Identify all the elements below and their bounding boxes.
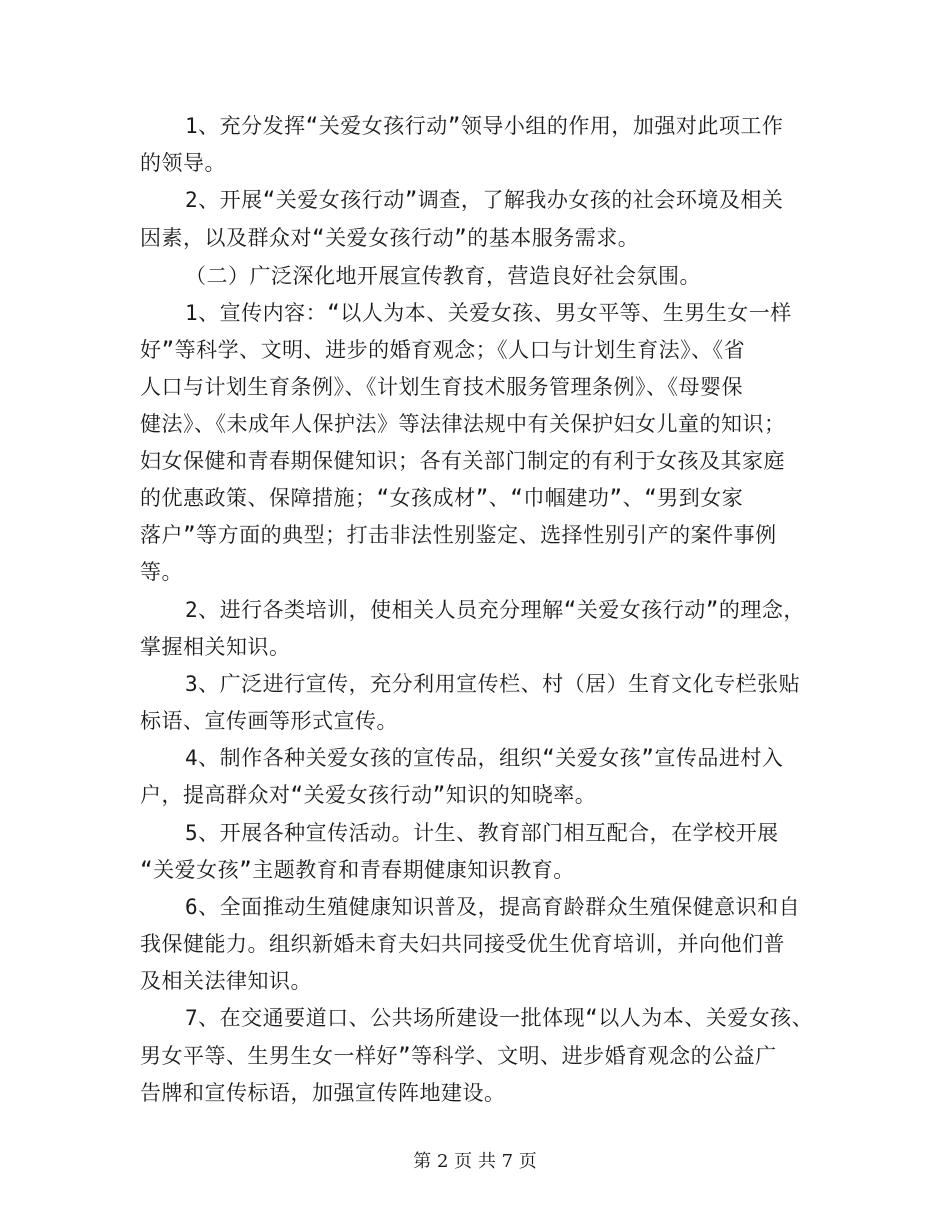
text-line: 人口与计划生育条例》、《计划生育技术服务管理条例》、《母婴保 — [140, 375, 743, 399]
text-line: 户，提高群众对“关爱女孩行动”知识的知晓率。 — [140, 783, 597, 807]
text-line: “关爱女孩”主题教育和青春期健康知识教育。 — [140, 858, 575, 882]
text-line: 2、进行各类培训，使相关人员充分理解“关爱女孩行动”的理念， — [185, 598, 805, 622]
text-line: 2、开展“关爱女孩行动”调查，了解我办女孩的社会环境及相关 — [185, 188, 784, 212]
text-line: 好”等科学、文明、进步的婚育观念；《人口与计划生育法》、《省 — [140, 338, 746, 362]
text-line: 掌握相关知识。 — [140, 635, 291, 659]
section-heading: （二）广泛深化地开展宣传教育，营造良好社会氛围。 — [185, 264, 701, 288]
text-line: 5、开展各种宣传活动。计生、教育部门相互配合，在学校开展 — [185, 821, 779, 845]
text-line: 等。 — [140, 560, 183, 584]
text-line: 4、制作各种关爱女孩的宣传品，组织“关爱女孩”宣传品进村入 — [185, 746, 784, 770]
text-line: 健法》、《未成年人保护法》等法律法规中有关保护妇女儿童的知识； — [140, 412, 786, 436]
page-number-footer: 第 2 页 共 7 页 — [413, 1151, 537, 1172]
text-line: 因素，以及群众对“关爱女孩行动”的基本服务需求。 — [140, 226, 640, 250]
text-line: 7、在交通要道口、公共场所建设一批体现“以人为本、关爱女孩、 — [185, 1006, 814, 1030]
text-line: 1、宣传内容：“以人为本、关爱女孩、男女平等、生男生女一样 — [185, 301, 792, 325]
text-line: 告牌和宣传标语，加强宣传阵地建设。 — [140, 1081, 506, 1105]
text-line: 标语、宣传画等形式宣传。 — [140, 709, 398, 733]
text-line: 的优惠政策、保障措施；“女孩成材”、“巾帼建功”、“男到女家 — [140, 486, 744, 510]
text-line: 妇女保健和青春期保健知识；各有关部门制定的有利于女孩及其家庭 — [140, 449, 785, 473]
text-line: 的领导。 — [140, 151, 226, 175]
text-line: 男女平等、生男生女一样好”等科学、文明、进步婚育观念的公益广 — [140, 1044, 777, 1068]
text-line: 落户”等方面的典型；打击非法性别鉴定、选择性别引产的案件事例 — [140, 523, 777, 547]
text-line: 6、全面推动生殖健康知识普及，提高育龄群众生殖保健意识和自 — [185, 895, 801, 919]
text-line: 及相关法律知识。 — [140, 969, 312, 993]
text-line: 3、广泛进行宣传，充分利用宣传栏、村（居）生育文化专栏张贴 — [185, 672, 801, 696]
text-line: 1、充分发挥“关爱女孩行动”领导小组的作用，加强对此项工作 — [185, 114, 784, 138]
text-line: 我保健能力。组织新婚未育夫妇共同接受优生优育培训，并向他们普 — [140, 932, 785, 956]
